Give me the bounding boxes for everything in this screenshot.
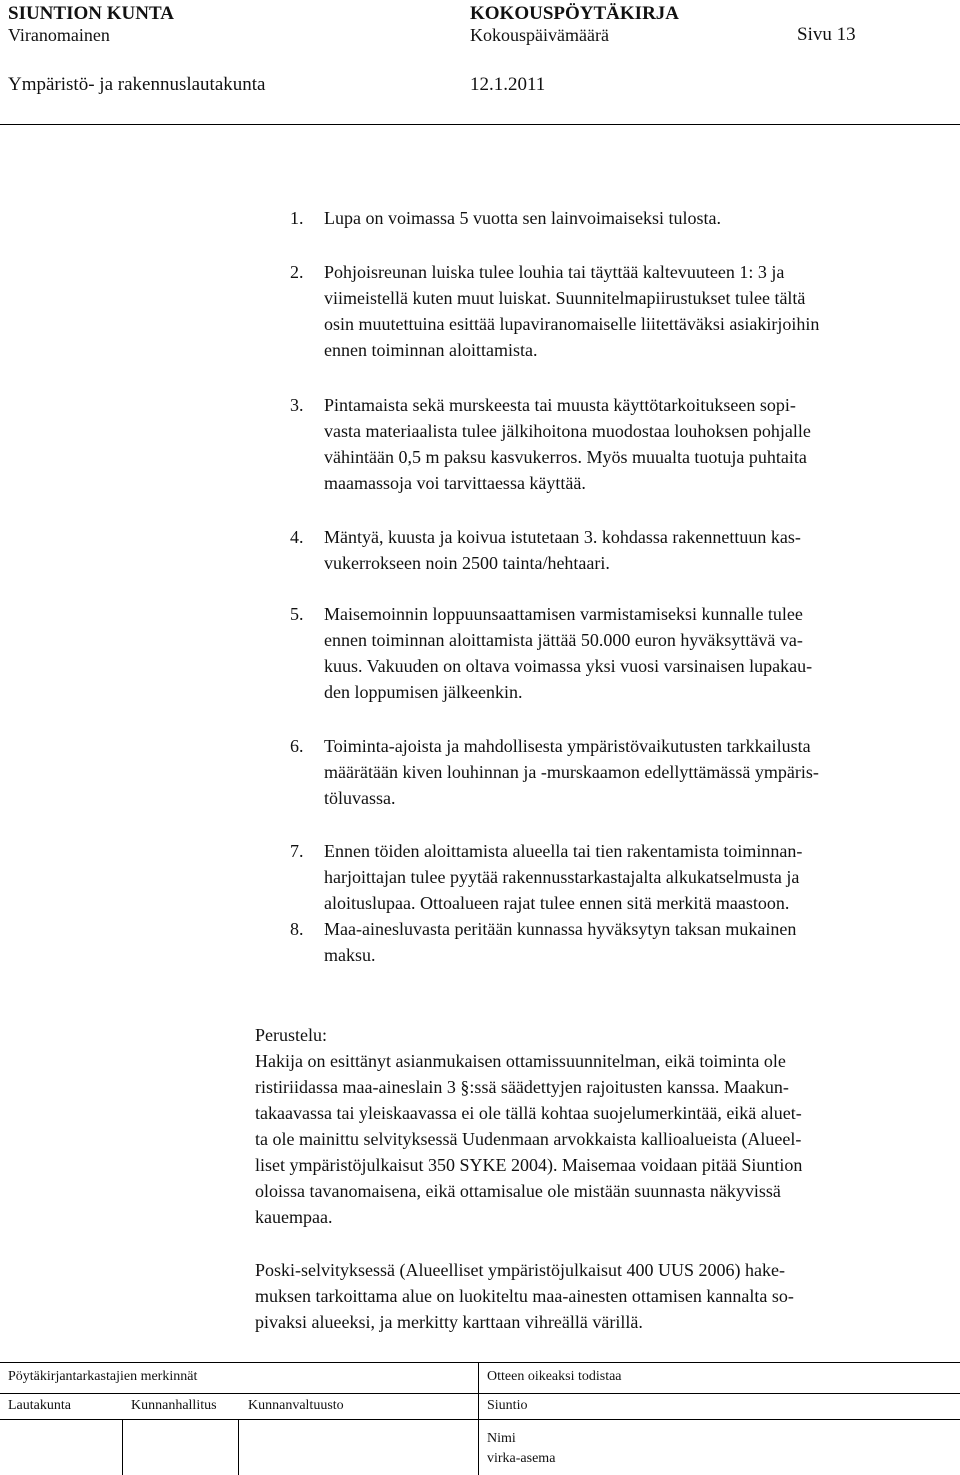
condition-line: vähintään 0,5 m paksu kasvukerros. Myös muualta tuotuja puhtaita (324, 447, 807, 467)
condition-line: harjoittajan tulee pyytää rakennusstarkastajalta alkukatselmusta ja (324, 867, 800, 887)
condition-line: Pintamaista sekä murskeesta tai muusta käyttötarkoitukseen sopi- (324, 395, 796, 415)
condition-line: Mäntyä, kuusta ja koivua istutetaan 3. kohdassa rakennettuun kas- (324, 527, 801, 547)
condition-number: 8. (290, 919, 304, 939)
condition-line: osin muutettuina esittää lupaviranomaiselle liitettäväksi asiakirjoihin (324, 314, 820, 334)
condition-line: Ennen töiden aloittamista alueella tai tien rakentamista toiminnan- (324, 841, 803, 861)
condition-line: Lupa on voimassa 5 vuotta sen lainvoimaiseksi tulosta. (324, 208, 721, 228)
condition-line: Toiminta-ajoista ja mahdollisesta ympäristövaikutusten tarkkailusta (324, 736, 811, 756)
condition-line: määrätään kiven louhinnan ja -murskaamon edellyttämässä ympäris- (324, 762, 819, 782)
condition-line: aloituslupaa. Ottoalueen rajat tulee ennen sitä merkitä maastoon. (324, 893, 790, 913)
justification-section (255, 1022, 802, 1230)
condition-line: vasta materiaalista tulee jälkihoitona muodostaa louhoksen pohjalle (324, 421, 811, 441)
justification-line: Poski-selvityksessä (Alueelliset ympäristöjulkaisut 400 UUS 2006) hake- (255, 1260, 785, 1280)
condition-line: den loppumisen jälkeenkin. (324, 682, 523, 702)
condition-number: 5. (290, 604, 304, 624)
condition-line: Pohjoisreunan luiska tulee louhia tai täyttää kaltevuuteen 1: 3 ja (324, 262, 785, 282)
certified-label: Otteen oikeaksi todistaa (487, 1369, 622, 1384)
justification-line: ta ole mainittu selvityksessä Uudenmaan arvokkaista kallioalueista (Alueel- (255, 1129, 802, 1149)
condition-line: ennen toiminnan aloittamista. (324, 340, 538, 360)
justification-line: oloissa tavanomaisena, eikä ottamisalue ole mistään suunnasta näkyvissä (255, 1181, 781, 1201)
authority-label: Viranomainen (8, 25, 110, 45)
justification-line: ristiriidassa maa-aineslain 3 §:ssä säädettyjen rajoitusten kanssa. Maakun- (255, 1077, 789, 1097)
condition-line: maksu. (324, 945, 376, 965)
condition-line: maamassoja voi tarvittaessa käyttää. (324, 473, 586, 493)
justification-heading: Perustelu: (255, 1025, 327, 1045)
condition-line: Maa-ainesluvasta peritään kunnassa hyväksytyn taksan mukainen (324, 919, 797, 939)
justification-line: liset ympäristöjulkaisut 350 SYKE 2004). Maisemaa voidaan pitää Siuntion (255, 1155, 803, 1175)
document-type: KOKOUSPÖYTÄKIRJA (470, 3, 680, 24)
municipality-name: SIUNTION KUNTA (8, 3, 174, 24)
meeting-date: 12.1.2011 (470, 74, 546, 95)
footer-place: Siuntio (487, 1398, 528, 1413)
justification-line: Hakija on esittänyt asianmukaisen ottamissuunnitelman, eikä toiminta ole (255, 1051, 786, 1071)
footer-top-rule (0, 1362, 960, 1363)
condition-number: 7. (290, 841, 304, 861)
footer-row-rule (0, 1419, 960, 1420)
footer-kunnanhallitus: Kunnanhallitus (131, 1398, 217, 1413)
justification-line: muksen tarkoittama alue on luokiteltu maa-ainesten ottamisen kannalta so- (255, 1286, 794, 1306)
condition-number: 2. (290, 262, 304, 282)
justification-paragraph (255, 1257, 794, 1335)
header-divider (0, 124, 960, 125)
footer-cell-divider (238, 1420, 239, 1475)
footer-kunnanvaltuusto: Kunnanvaltuusto (248, 1398, 344, 1413)
condition-number: 6. (290, 736, 304, 756)
footer-cell-divider (122, 1420, 123, 1475)
justification-line: kauempaa. (255, 1207, 333, 1227)
footer-name-label: Nimi (487, 1431, 516, 1446)
condition-number: 1. (290, 208, 304, 228)
authority-name: Ympäristö- ja rakennuslautakunta (8, 74, 266, 95)
condition-line: ennen toiminnan aloittamista jättää 50.000 euron hyväksyttävä va- (324, 630, 803, 650)
condition-number: 3. (290, 395, 304, 415)
footer-title-label: virka-asema (487, 1451, 556, 1466)
meeting-date-label: Kokouspäivämäärä (470, 25, 609, 45)
footer-row-rule (0, 1393, 960, 1394)
condition-number: 4. (290, 527, 304, 547)
inspectors-label: Pöytäkirjantarkastajien merkinnät (8, 1369, 198, 1384)
condition-line: viimeistellä kuten muut luiskat. Suunnitelmapiirustukset tulee tältä (324, 288, 806, 308)
justification-line: takaavassa tai yleiskaavassa ei ole tällä kohtaa suojelumerkintää, eikä aluet- (255, 1103, 802, 1123)
condition-line: Maisemoinnin loppuunsaattamisen varmistamiseksi kunnalle tulee (324, 604, 803, 624)
condition-line: töluvassa. (324, 788, 396, 808)
condition-line: vukerrokseen noin 2500 tainta/hehtaari. (324, 553, 610, 573)
condition-line: kuus. Vakuuden on oltava voimassa yksi vuosi varsinaisen lupakau- (324, 656, 813, 676)
footer-lautakunta: Lautakunta (8, 1398, 71, 1413)
page-number: Sivu 13 (797, 24, 856, 45)
justification-line: pivaksi alueeksi, ja merkitty karttaan vihreällä värillä. (255, 1312, 643, 1332)
